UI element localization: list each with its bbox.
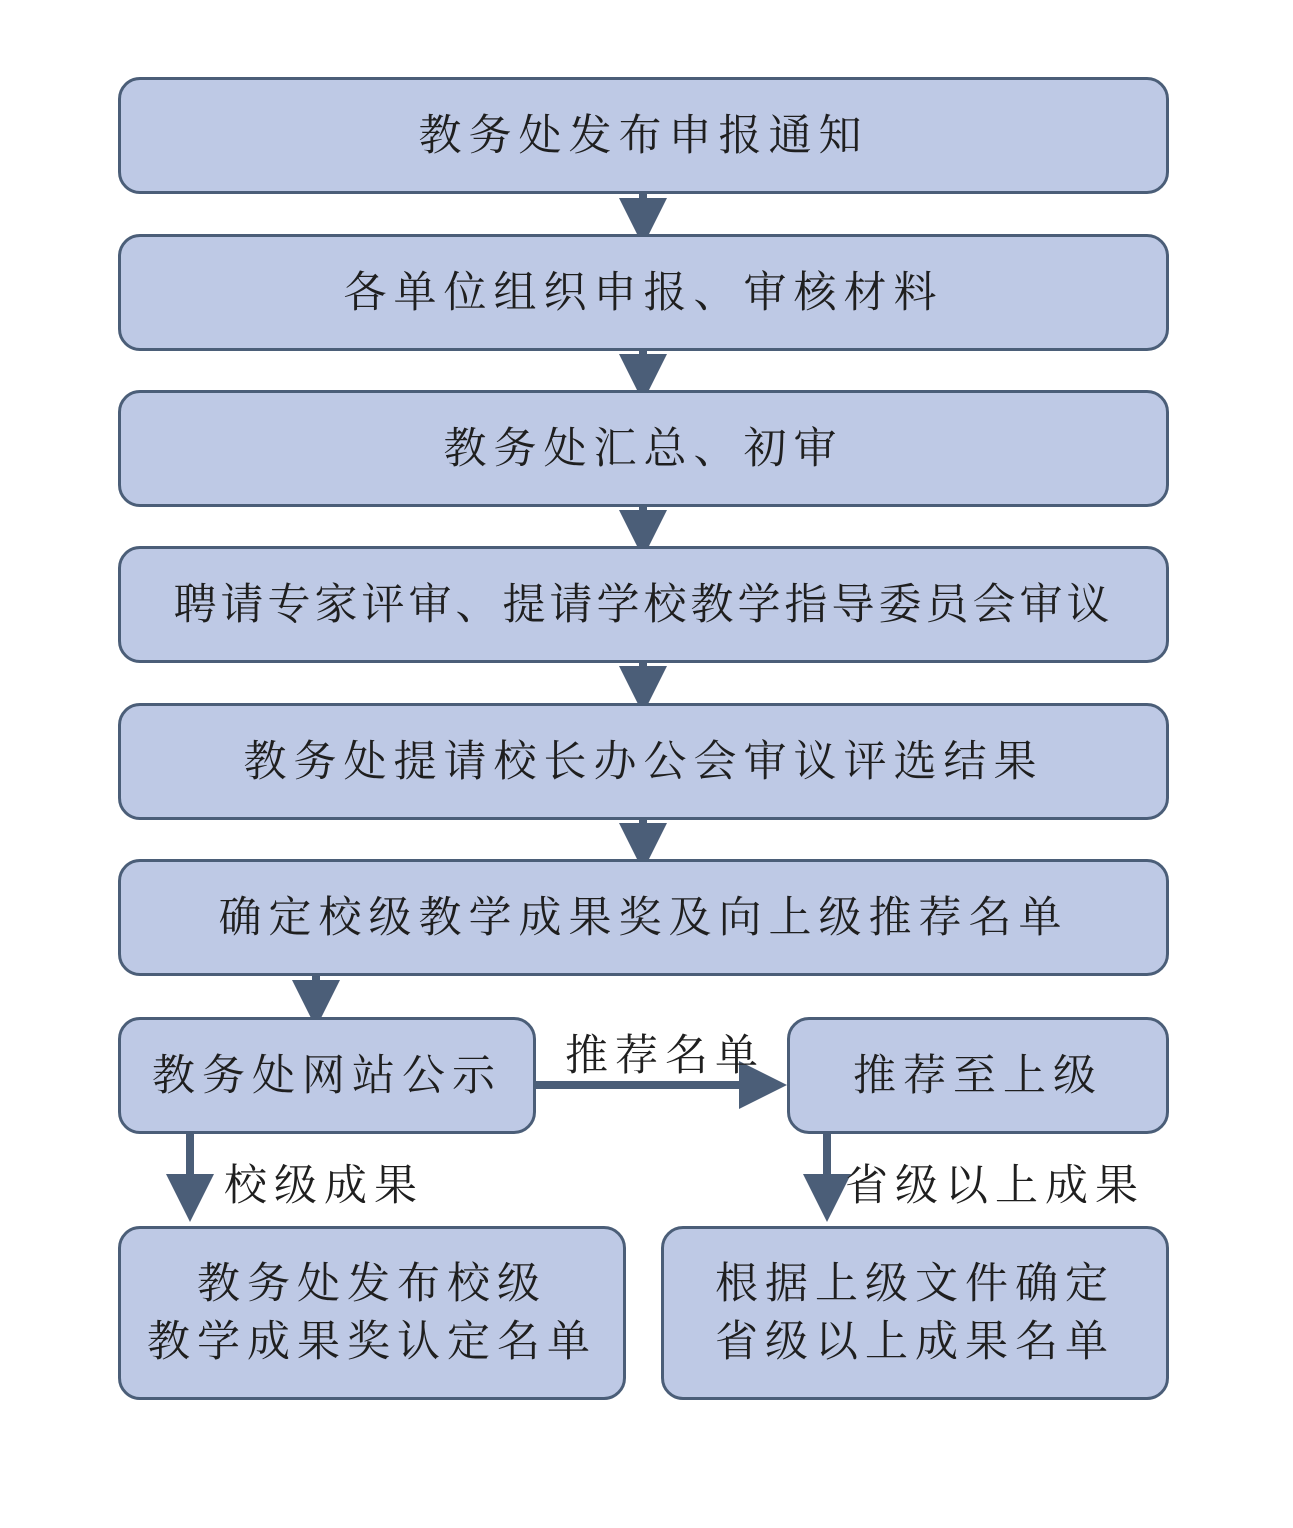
step-unit-apply-text: 各单位组织申报、审核材料 (343, 267, 944, 318)
step-determine-list (118, 859, 1169, 976)
step-determine-list-text: 确定校级教学成果奖及向上级推荐名单 (218, 892, 1069, 943)
step-president-meeting-text: 教务处提请校长办公会审议评选结果 (243, 736, 1044, 787)
step-school-list-line2: 教学成果奖认定名单 (147, 1317, 597, 1367)
step-provincial-list-line1: 根据上级文件确定 (715, 1259, 1115, 1309)
step-provincial-list (661, 1226, 1169, 1400)
step-provincial-list-line2: 省级以上成果名单 (715, 1317, 1115, 1367)
step-collect-review-text: 教务处汇总、初审 (443, 423, 844, 474)
step-recommend-upper-text: 推荐至上级 (853, 1050, 1103, 1101)
step-unit-apply (118, 234, 1169, 351)
step-website-publicity (118, 1017, 536, 1134)
step-publish-notice (118, 77, 1169, 194)
step-collect-review (118, 390, 1169, 507)
edge-label-provincial: 省级以上成果 (845, 1161, 1145, 1211)
step-school-list (118, 1226, 626, 1400)
step-expert-review (118, 546, 1169, 663)
step-recommend-upper (787, 1017, 1169, 1134)
edge-label-recommend: 推荐名单 (565, 1031, 765, 1081)
step-expert-review-text: 聘请专家评审、提请学校教学指导委员会审议 (173, 579, 1114, 630)
step-school-list-line1: 教务处发布校级 (197, 1259, 547, 1309)
step-publish-notice-text: 教务处发布申报通知 (418, 110, 869, 161)
step-president-meeting (118, 703, 1169, 820)
step-website-publicity-text: 教务处网站公示 (152, 1050, 502, 1101)
edge-label-school: 校级成果 (224, 1161, 424, 1211)
